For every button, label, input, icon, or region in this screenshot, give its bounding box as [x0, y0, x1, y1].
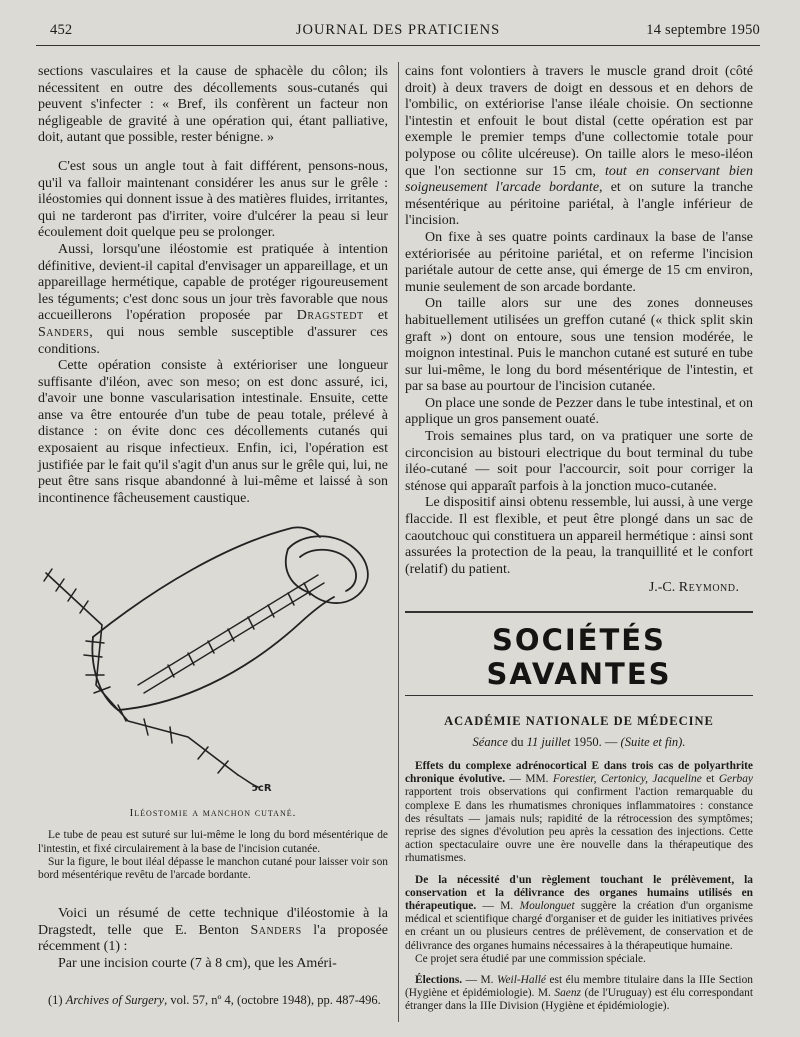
author-signature: J.-C. Reymond. — [648, 580, 739, 596]
left-column — [38, 64, 388, 1008]
figure-caption: Le tube de peau est suturé sur lui-même le long du bord mésentérique de l'intestin, et fixé circulairement à la base de l'incision cutanée. Sur la figure, le bout iléal dépasse le manchon cutané pour laisser voir son bord mésentérique revêtu de l'arcade bordante. — [38, 829, 388, 882]
footnote: (1) Archives of Surgery, vol. 57, nº 4, (octobre 1948), pp. 487-496. — [48, 992, 381, 1007]
academy-entry: De la nécessité d'un règlement touchant le prélèvement, la conservation et la délivrance des organes humains utilisés en thérapeutique. — M. Moulonguet suggère la création d'un organisme médical et scientifique chargé d'organiser et de guider les initiatives privées en créant un ou plusieurs centres de prélèvement, de conservation et de délivrance des organes humains nécessaires à la thérapeutique humaine. Ce projet sera étudié par une commission spéciale. — [405, 873, 753, 965]
paragraph: Aussi, lorsqu'une iléostomie est pratiquée à intention définitive, devient-il capital d'envisager un appareillage, et un appareillage hermétique, capable de protéger rigoureusement les téguments; c'est donc sous un jour très favorable que nous accueillerons l'opération proposée par Dragstedt et Sanders, qui nous semble susceptible d'assurer ces conditions. — [38, 241, 388, 357]
academy-entry: Élections. — M. Weil-Hallé est élu membre titulaire dans la IIIe Section (Hygiène et épidémiologie). M. Saenz (de l'Uruguay) est élu correspondant étranger dans la IIIe Division (Hygiène et épidémiologie). — [405, 974, 753, 1013]
paragraph: On taille alors sur une des zones donneuses habituellement utilisées un greffon cutané (« thick split skin graft ») dont on entoure, sous une tension modérée, le moignon intestinal. Puis le manchon cutané est suturé en tube sur lui-même, le long du bord mésentérique de l'intestin, et par sa base au pourtour de l'incision cutanée. — [405, 296, 753, 395]
paragraph: Le dispositif ainsi obtenu ressemble, lui aussi, à une verge flaccide. Il est flexible, et peut être plongé dans un sac de caoutchouc qui constituera un appareil hermétique : ainsi sont assurées la protection de la peau, la tranquillité et le confort (relatif) du patient. — [405, 495, 753, 577]
running-header — [36, 22, 760, 44]
paragraph: Voici un résumé de cette technique d'iléostomie à la Dragstedt, telle que E. Benton Sanders l'a proposée récemment (1) : — [38, 906, 388, 955]
paragraph: Par une incision courte (7 à 8 cm), que les Améri- — [58, 956, 337, 972]
academy-heading: ACADÉMIE NATIONALE DE MÉDECINE — [444, 714, 714, 728]
session-line: Séance du 11 juillet 1950. — (Suite et fin). — [472, 735, 686, 749]
section-rule-top — [405, 611, 753, 613]
artist-signature: ɔcR — [252, 783, 272, 795]
author-name: Sanders — [250, 922, 302, 938]
author-name: Dragstedt — [296, 308, 364, 324]
header-rule — [36, 45, 760, 46]
journal-title: JOURNAL DES PRATICIENS — [295, 22, 501, 38]
column-divider — [398, 62, 399, 1022]
right-column — [405, 64, 753, 1022]
section-rule-bottom — [405, 695, 753, 696]
academy-entry: Effets du complexe adrénocortical E dans trois cas de polyarthrite chronique évolutive. — MM. Forestier, Certonicy, Jacqueline et Gerbay rapportent trois observations qui confirment l'action remarquable du complexe E dans les rhumatismes chroniques inflammatoires : constance des résultats — jamais nuls; rapidité de la rétrocession des symptômes; reprise des signes d'évolution peu après la cessation des injections. Cette action spectaculaire ouvre une ère nouvelle dans la thérapeutique des rhumatismes. — [405, 760, 753, 865]
figure-title: Iléostomie a manchon cutané. — [129, 807, 297, 820]
ileostomy-figure — [38, 515, 388, 805]
section-title: SOCIÉTÉS SAVANTES — [486, 623, 672, 691]
paragraph: Trois semaines plus tard, on va pratiquer une sorte de circoncision au bistouri electrique du bout terminal du tube iléo-cutané — soit pour l'accourcir, soit pour corriger la sténose qui apparaît parfois à la jonction muco-cutanée. — [405, 429, 753, 494]
page-number: 452 — [50, 22, 73, 38]
paragraph: C'est sous un angle tout à fait différent, pensons-nous, qu'il va falloir maintenant considérer les anus sur le grêle : iléostomies qui donnent issue à des matières fluides, irritantes, qui ne tarderont pas d'irriter, voire d'ulcérer la peau si leur écoulement doit quelque peu se prolonger. — [38, 158, 388, 241]
ileostomy-drawing — [38, 515, 388, 805]
paragraph: sections vasculaires et la cause de sphacèle du côlon; ils nécessitent en outre des décollements sous-cutanés qui peuvent s'infecter : « Bref, ils confèrent un facteur non négligeable de gravité à une opération qui, étant palliative, doit, autant que possible, rester bénigne. » — [38, 64, 388, 146]
issue-date: 14 septembre 1950 — [646, 22, 760, 38]
paragraph: On fixe à ses quatre points cardinaux la base de l'anse extériorisée au péritoine pariétal, et on referme l'incision pariétale autour de cette anse, qui émerge de 15 cm environ, munie seulement de son arcade bordante. — [405, 229, 753, 295]
paragraph: On place une sonde de Pezzer dans le tube intestinal, et on applique un gros pansement ouaté. — [405, 395, 753, 428]
author-name: Sanders — [38, 324, 90, 340]
paragraph: cains font volontiers à travers le muscle grand droit (côté droit) à deux travers de doigt en dessous et en dehors de l'ombilic, on extériorise l'anse iléale choisie. On sectionne l'intestin et enfouit le bout distal (cette opération est par exemple le premier temps d'une collectomie totale pour polypose ou côlite ulcéreuse). On taille alors le meso-iléon que l'on sectionne sur 15 cm, tout en conservant bien soigneusement l'arcade bordante, et on suture la tranche mésentérique au péritoine pariétal, à l'angle inférieur de l'incision. — [405, 64, 753, 229]
paragraph: Cette opération consiste à extérioriser une longueur suffisante d'iléon, avec son meso; on est donc assuré, ici, d'avoir une bonne vascularisation intestinale. Ensuite, cette anse va être entourée d'un tube de peau totale, prélevé à distance : on évite donc ces décollements cutanés qui exposaient au risque infectieux. Enfin, ici, l'opération est justifiée par le fait qu'il s'agit d'un anus sur le grêle qui, lui, ne peut être sans risque abandonné à lui-même et laissé à son incontinence fâcheusement caustique. — [38, 358, 388, 506]
